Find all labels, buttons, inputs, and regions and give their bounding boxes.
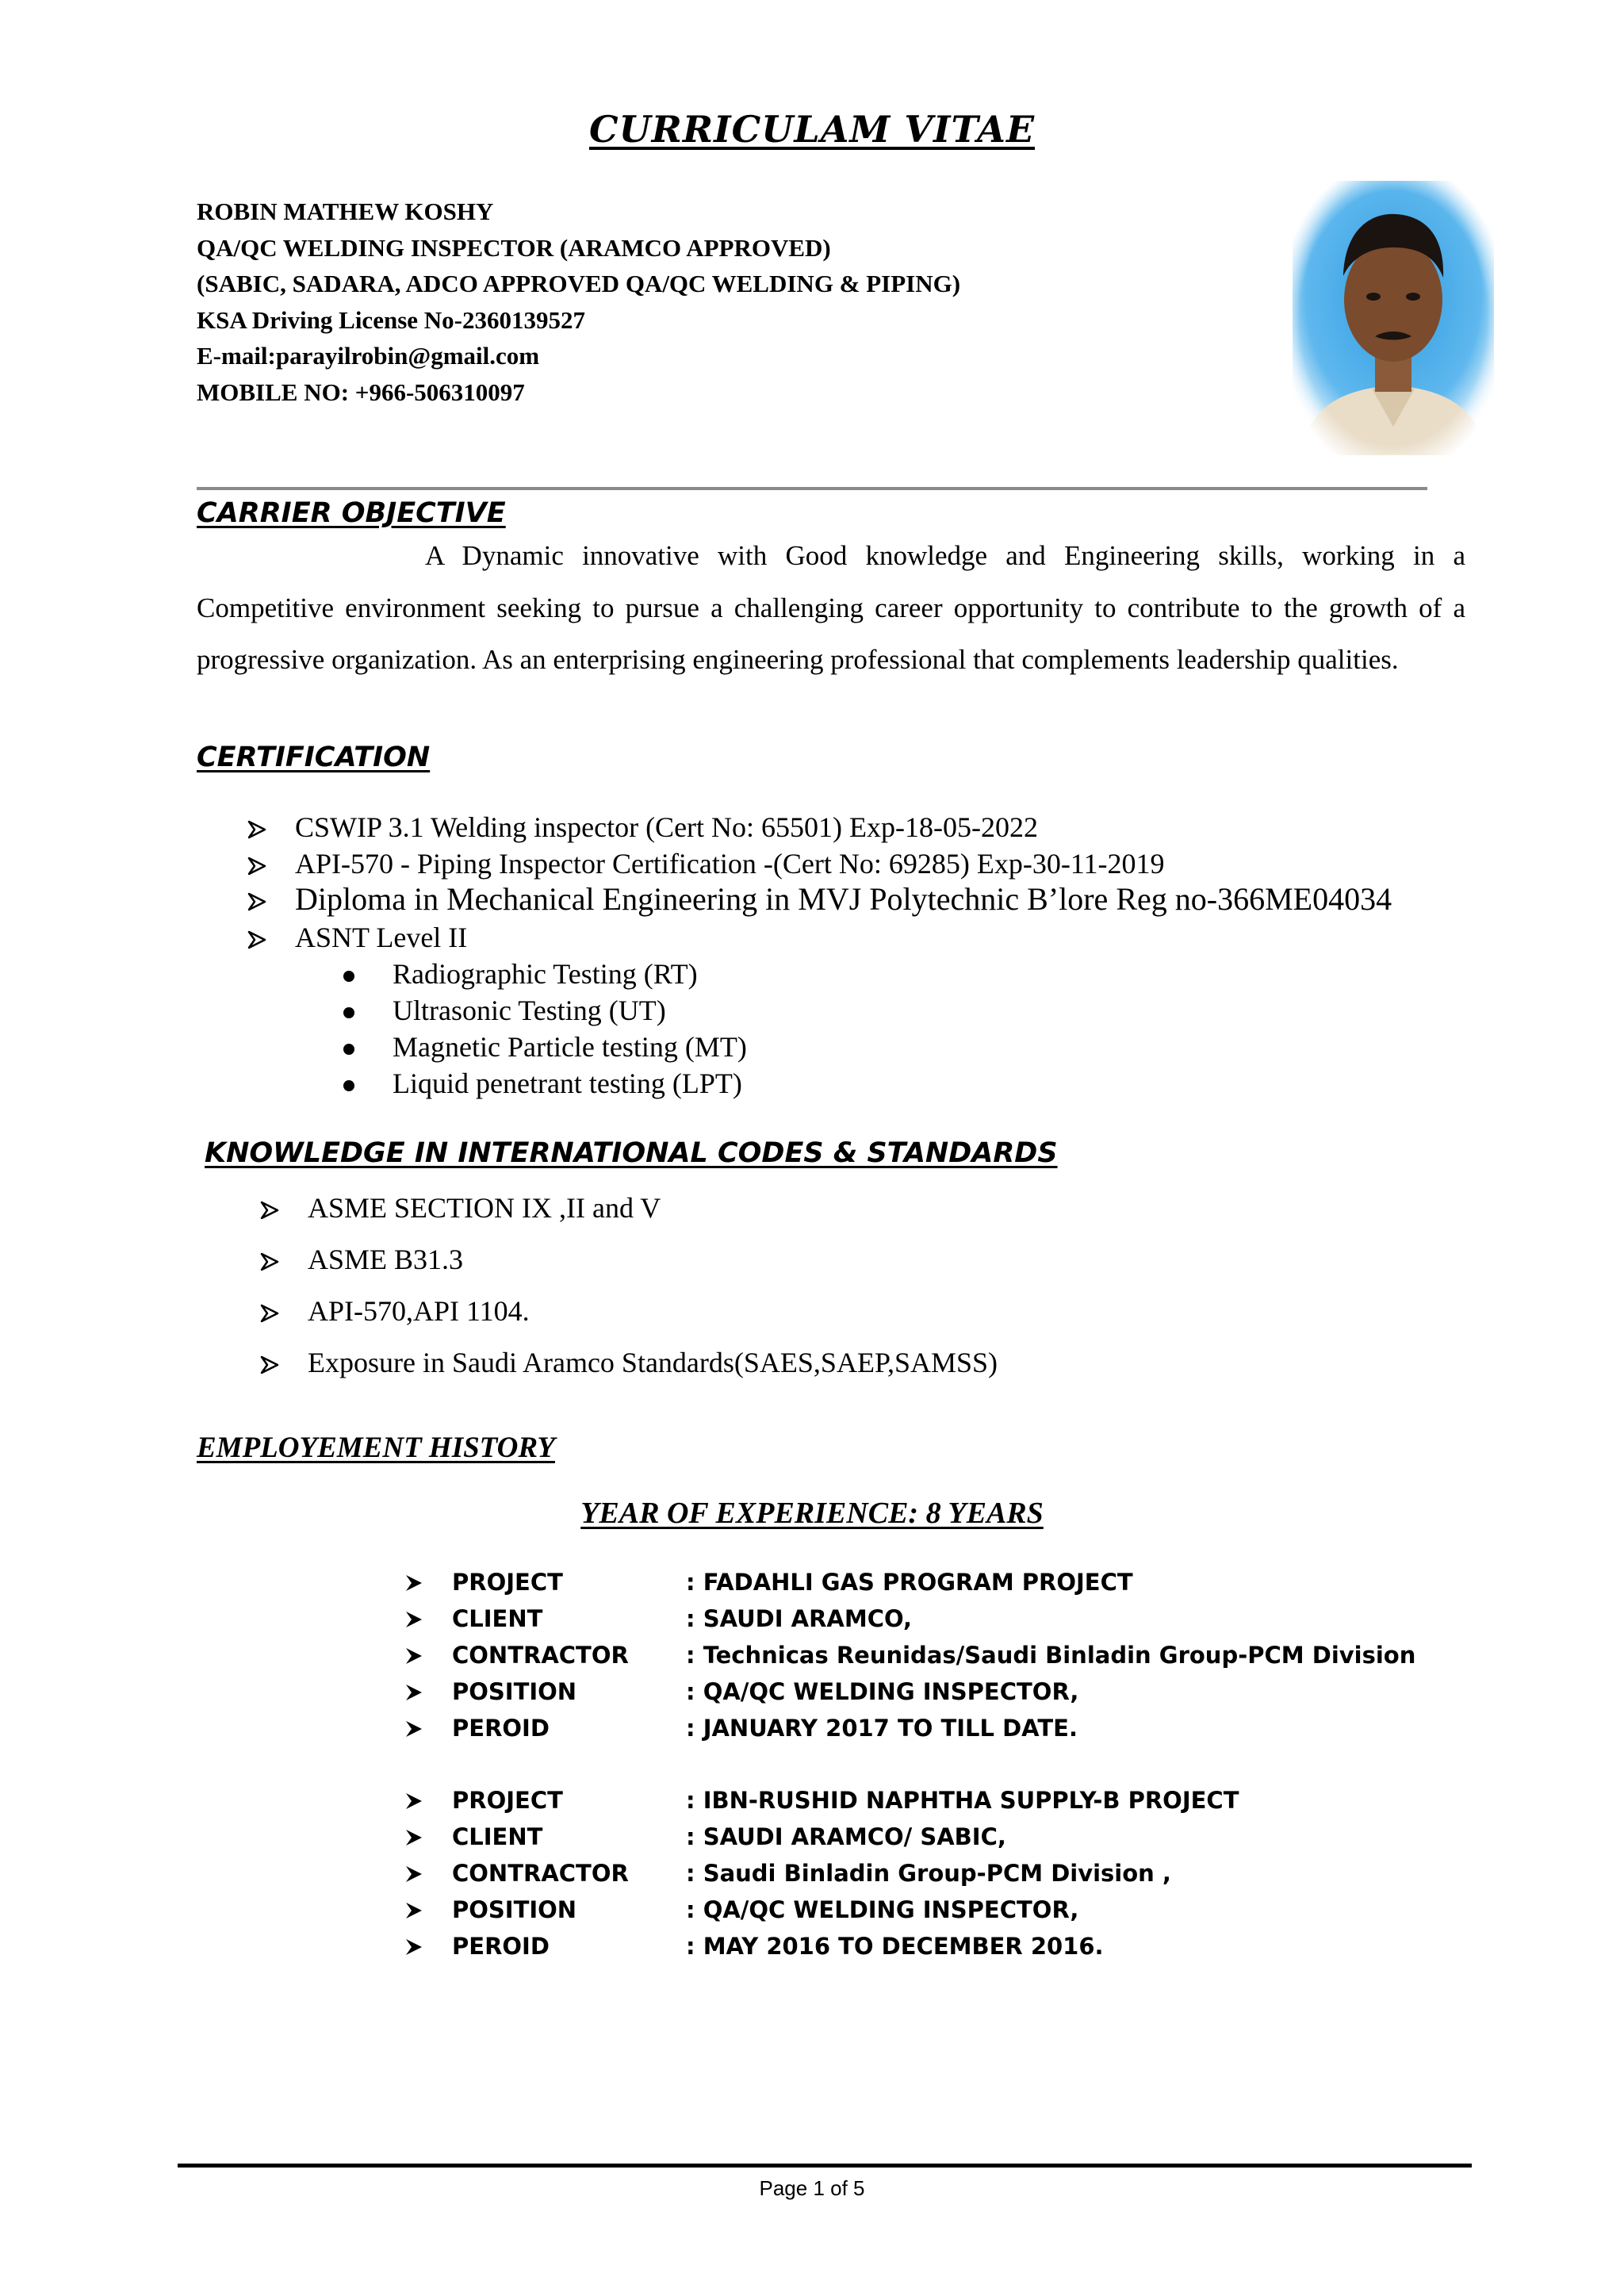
arrow-bullet-icon	[247, 892, 266, 911]
arrow-bullet-icon	[247, 930, 266, 949]
asnt-item: Magnetic Particle testing (MT)	[393, 1031, 747, 1063]
arrow-bullet-icon	[404, 1610, 423, 1629]
job-position-label: POSITION	[452, 1678, 577, 1705]
job-client: : SAUDI ARAMCO/ SABIC,	[686, 1823, 1006, 1850]
dot-bullet-icon	[343, 1080, 354, 1091]
job-period: : JANUARY 2017 TO TILL DATE.	[686, 1715, 1078, 1742]
job-position: : QA/QC WELDING INSPECTOR,	[686, 1678, 1079, 1705]
certification-heading: CERTIFICATION	[197, 742, 431, 773]
job-client: : SAUDI ARAMCO,	[686, 1605, 913, 1632]
arrow-bullet-icon	[404, 1646, 423, 1665]
footer-divider	[178, 2164, 1472, 2168]
objective-heading: CARRIER OBJECTIVE	[197, 497, 506, 529]
arrow-bullet-icon	[404, 1719, 423, 1738]
job-period: : MAY 2016 TO DECEMBER 2016.	[686, 1933, 1104, 1960]
objective-text: A Dynamic innovative with Good knowledge and Engineering skills, working in a Competitive environment seeking to pursue a challenging career opportunity to contribute to the growth of a progressive organization. As an enterprising engineering professional that complements leadership qualities.	[197, 540, 1465, 675]
dot-bullet-icon	[343, 1007, 354, 1018]
document-title: CURRICULAM VITAE	[588, 108, 1036, 151]
header-line-license: KSA Driving License No-2360139527	[197, 305, 585, 334]
header-mobile: MOBILE NO: +966-506310097	[197, 378, 525, 406]
job-client-label: CLIENT	[452, 1605, 543, 1632]
arrow-bullet-icon	[404, 1828, 423, 1847]
asnt-item: Ultrasonic Testing (UT)	[393, 995, 666, 1026]
job-contractor: : Technicas Reunidas/Saudi Binladin Group-PCM Division	[686, 1642, 1416, 1669]
job-contractor-label: CONTRACTOR	[452, 1860, 629, 1887]
dot-bullet-icon	[343, 971, 354, 982]
header-line-approvals: (SABIC, SADARA, ADCO APPROVED QA/QC WELDING & PIPING)	[197, 270, 961, 297]
arrow-bullet-icon	[404, 1683, 423, 1702]
arrow-bullet-icon	[260, 1201, 279, 1220]
cert-item: ASNT Level II	[295, 922, 468, 953]
arrow-bullet-icon	[404, 1901, 423, 1920]
code-item: ASME SECTION IX ,II and V	[308, 1192, 661, 1224]
cert-item: CSWIP 3.1 Welding inspector (Cert No: 65501) Exp-18-05-2022	[295, 811, 1038, 843]
arrow-bullet-icon	[260, 1355, 279, 1374]
candidate-name: ROBIN MATHEW KOSHY	[197, 197, 494, 225]
arrow-bullet-icon	[247, 820, 266, 839]
arrow-bullet-icon	[404, 1865, 423, 1884]
arrow-bullet-icon	[404, 1573, 423, 1593]
codes-heading: KNOWLEDGE IN INTERNATIONAL CODES & STANDARDS	[205, 1137, 1058, 1169]
job-period-label: PEROID	[452, 1715, 550, 1742]
arrow-bullet-icon	[260, 1304, 279, 1323]
code-item: API-570,API 1104.	[308, 1295, 530, 1327]
profile-photo	[1293, 181, 1494, 455]
header-line-role: QA/QC WELDING INSPECTOR (ARAMCO APPROVED)	[197, 233, 831, 262]
cert-item: Diploma in Mechanical Engineering in MVJ Polytechnic B’lore Reg no-366ME04034	[295, 881, 1392, 917]
job-client-label: CLIENT	[452, 1823, 543, 1850]
page-number: Page 1 of 5	[759, 2176, 865, 2200]
asnt-item: Liquid penetrant testing (LPT)	[393, 1068, 742, 1099]
job-contractor: : Saudi Binladin Group-PCM Division ,	[686, 1860, 1171, 1887]
header-block	[197, 194, 960, 410]
header-email: E-mail:parayilrobin@gmail.com	[197, 342, 540, 370]
header-divider	[197, 487, 1427, 490]
code-item: ASME B31.3	[308, 1244, 464, 1275]
job-position: : QA/QC WELDING INSPECTOR,	[686, 1896, 1079, 1923]
job-project: : FADAHLI GAS PROGRAM PROJECT	[686, 1569, 1133, 1596]
job-project: : IBN-RUSHID NAPHTHA SUPPLY-B PROJECT	[686, 1787, 1239, 1814]
arrow-bullet-icon	[260, 1252, 279, 1271]
job-period-label: PEROID	[452, 1933, 550, 1960]
employment-heading: EMPLOYEMENT HISTORY	[197, 1432, 555, 1464]
arrow-bullet-icon	[247, 857, 266, 876]
job-position-label: POSITION	[452, 1896, 577, 1923]
arrow-bullet-icon	[404, 1792, 423, 1811]
cert-item: API-570 - Piping Inspector Certification -(Cert No: 69285) Exp-30-11-2019	[295, 848, 1165, 880]
experience-summary: YEAR OF EXPERIENCE: 8 YEARS	[580, 1497, 1044, 1530]
job-project-label: PROJECT	[452, 1569, 563, 1596]
arrow-bullet-icon	[404, 1938, 423, 1957]
dot-bullet-icon	[343, 1044, 354, 1055]
job-project-label: PROJECT	[452, 1787, 563, 1814]
job-contractor-label: CONTRACTOR	[452, 1642, 629, 1669]
code-item: Exposure in Saudi Aramco Standards(SAES,SAEP,SAMSS)	[308, 1347, 998, 1378]
asnt-item: Radiographic Testing (RT)	[393, 958, 698, 990]
